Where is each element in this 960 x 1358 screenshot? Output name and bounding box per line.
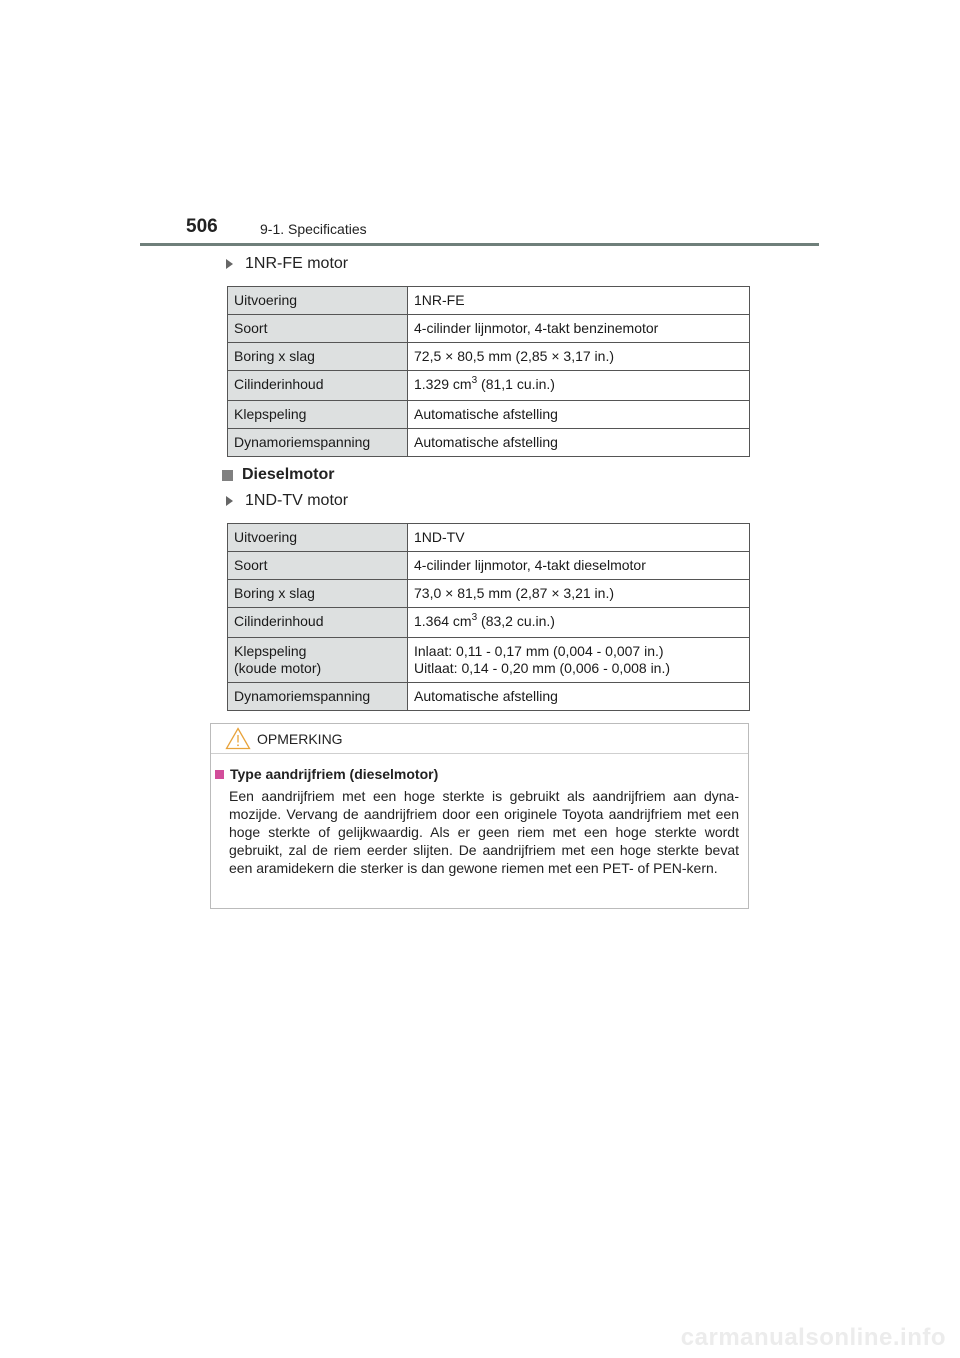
spec-label: [228, 638, 408, 683]
table-row: [228, 343, 750, 371]
label-line: Klepspeling: [234, 643, 307, 659]
square-bullet-icon: [222, 470, 233, 481]
table-row: [228, 401, 750, 429]
table-row: [228, 580, 750, 608]
spec-label: Cilinderinhoud: [228, 371, 408, 401]
spec-label: Boring x slag: [228, 580, 408, 608]
spec-value: Automatische afstelling: [408, 429, 750, 457]
engine-1nd-heading-text: 1ND-TV motor: [245, 492, 349, 509]
triangle-bullet-icon: [226, 496, 233, 506]
table-row: [228, 552, 750, 580]
spec-label: Dynamoriemspanning: [228, 683, 408, 711]
table-row: [228, 315, 750, 343]
value-suffix: (83,2 cu.in.): [477, 613, 555, 629]
spec-value: Automatische afstelling: [408, 401, 750, 429]
table-row: [228, 683, 750, 711]
spec-label: Uitvoering: [228, 287, 408, 315]
label-line: (koude motor): [234, 660, 322, 676]
section-title: 9-1. Specificaties: [260, 221, 367, 237]
engine-1nd-heading: [222, 492, 348, 510]
table-row: [228, 371, 750, 401]
spec-value: Automatische afstelling: [408, 683, 750, 711]
note-box: [210, 723, 749, 909]
spec-label: Klepspeling: [228, 401, 408, 429]
spec-value: 1ND-TV: [408, 524, 750, 552]
value-superscript: 3: [471, 612, 478, 623]
table-row: [228, 429, 750, 457]
spec-label: Uitvoering: [228, 524, 408, 552]
spec-value: 73,0 × 81,5 mm (2,87 × 3,21 in.): [408, 580, 750, 608]
engine-1nr-spec-table: [227, 286, 750, 457]
table-row: [228, 608, 750, 638]
engine-1nr-heading-text: 1NR-FE motor: [245, 255, 349, 272]
engine-1nr-heading: [222, 255, 348, 273]
value-line: Uitlaat: 0,14 - 0,20 mm (0,006 - 0,008 in.): [414, 660, 671, 676]
spec-value: 1NR-FE: [408, 287, 750, 315]
spec-label: Cilinderinhoud: [228, 608, 408, 638]
note-title: [215, 766, 438, 782]
table-row: [228, 287, 750, 315]
table-row: [228, 524, 750, 552]
note-label: OPMERKING: [257, 730, 343, 747]
warning-triangle-icon: [225, 727, 251, 750]
note-header: [211, 724, 748, 754]
header-rule: [140, 243, 819, 246]
note-title-text: Type aandrijfriem (dieselmotor): [230, 766, 439, 782]
square-bullet-icon: [215, 770, 224, 779]
spec-value: 4-cilinder lijnmotor, 4-takt dieselmotor: [408, 552, 750, 580]
triangle-bullet-icon: [226, 259, 233, 269]
spec-value: 72,5 × 80,5 mm (2,85 × 3,17 in.): [408, 343, 750, 371]
spec-label: Soort: [228, 315, 408, 343]
spec-label: Dynamoriemspanning: [228, 429, 408, 457]
spec-value: [408, 371, 750, 401]
diesel-section-heading-text: Dieselmotor: [242, 466, 335, 483]
diesel-section-heading: [222, 466, 334, 484]
note-body: Een aandrijfriem met een hoge sterkte is gebruikt als aandrijfriem aan dyna-mozijde. Vervang de aandrijfriem door een originele Toyota aandrijfriem met een hoge sterkte of gelijkwaardig. Als er geen riem met een hoge sterkte wordt gebruikt, zal de riem eerder slijten. De aandrijfriem met een hoge sterkte bevat een aramidekern die sterker is dan gewone riemen met een PET- of PEN-kern.: [229, 788, 739, 876]
value-main: 1.329 cm: [414, 376, 472, 392]
watermark: carmanualsonline.info: [680, 1324, 946, 1351]
spec-value: [408, 608, 750, 638]
engine-1nd-spec-table: [227, 523, 750, 711]
spec-value: 4-cilinder lijnmotor, 4-takt benzinemotor: [408, 315, 750, 343]
table-row: [228, 638, 750, 683]
value-main: 1.364 cm: [414, 613, 472, 629]
page-number: 506: [186, 216, 218, 237]
value-suffix: (81,1 cu.in.): [477, 376, 555, 392]
spec-value: [408, 638, 750, 683]
value-superscript: 3: [471, 375, 478, 386]
spec-label: Boring x slag: [228, 343, 408, 371]
spec-label: Soort: [228, 552, 408, 580]
value-line: Inlaat: 0,11 - 0,17 mm (0,004 - 0,007 in.): [414, 643, 664, 659]
